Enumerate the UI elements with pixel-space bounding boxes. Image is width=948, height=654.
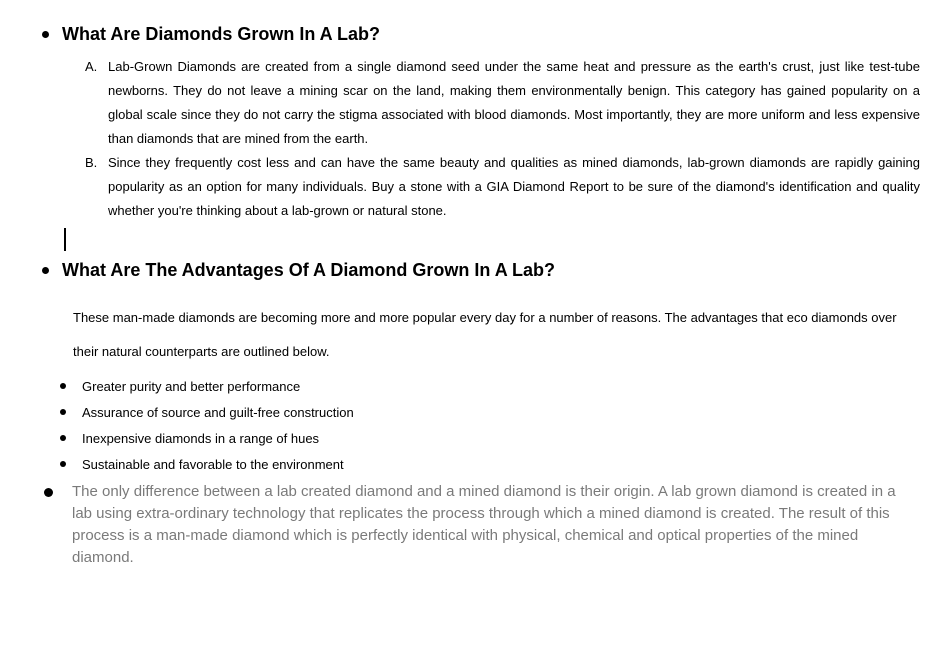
section-2-heading[interactable]: What Are The Advantages Of A Diamond Grown In A Lab?: [62, 260, 556, 280]
bullet-icon: [60, 409, 66, 415]
lettered-item-b[interactable]: [85, 151, 920, 223]
list-item-text[interactable]: Inexpensive diamonds in a range of hues: [82, 430, 320, 446]
lettered-item-a[interactable]: [85, 55, 920, 151]
bullet-icon: [44, 488, 53, 497]
advantages-intro-paragraph[interactable]: These man-made diamonds are becoming more and more popular every day for a number of reasons. The advantages that eco diamonds over their natural counterparts are outlined below.: [73, 310, 897, 359]
bullet-icon: [42, 31, 49, 38]
advantages-bullet-list: [60, 373, 354, 477]
lettered-item-b-text[interactable]: Since they frequently cost less and can have the same beauty and qualities as mined diamonds, lab-grown diamonds are rapidly gaining popularity as an option for many individuals. Buy a stone with a GIA Diamond Report to be sure of the diamond's identification and quality whether you're thinking about a lab-grown or natural stone.: [108, 155, 920, 218]
list-item-text[interactable]: Sustainable and favorable to the environment: [82, 456, 344, 472]
section-1-heading-row: [42, 23, 380, 45]
section-2-heading-row: [42, 259, 555, 281]
bullet-icon: [60, 383, 66, 389]
list-item[interactable]: [60, 373, 354, 399]
lettered-item-a-text[interactable]: Lab-Grown Diamonds are created from a single diamond seed under the same heat and pressure as the earth's crust, just like test-tube newborns. They do not leave a mining scar on the land, making them environmentally benign. This category has gained popularity on a global scale since they do not carry the stigma associated with blood diamonds. Most importantly, they are more uniform and less expensive than diamonds that are mined from the earth.: [108, 59, 920, 146]
section-1-heading[interactable]: What Are Diamonds Grown In A Lab?: [62, 24, 381, 44]
note-paragraph[interactable]: The only difference between a lab created diamond and a mined diamond is their origin. A lab grown diamond is created in a lab using extra-ordinary technology that replicates the process through which a mined diamond is created. The result of this process is a man-made diamond which is perfectly identical with physical, chemical and optical properties of the mined diamond.: [72, 483, 896, 566]
list-item-text[interactable]: Greater purity and better performance: [82, 378, 301, 394]
note-bullet-item[interactable]: [44, 481, 906, 569]
text-cursor: [64, 228, 66, 251]
list-item-text[interactable]: Assurance of source and guilt-free construction: [82, 404, 354, 420]
bullet-icon: [42, 267, 49, 274]
bullet-icon: [60, 435, 66, 441]
list-item[interactable]: [60, 451, 354, 477]
bullet-icon: [60, 461, 66, 467]
list-marker-a: A.: [85, 59, 98, 74]
list-marker-b: B.: [85, 155, 98, 170]
list-item[interactable]: [60, 399, 354, 425]
list-item[interactable]: [60, 425, 354, 451]
